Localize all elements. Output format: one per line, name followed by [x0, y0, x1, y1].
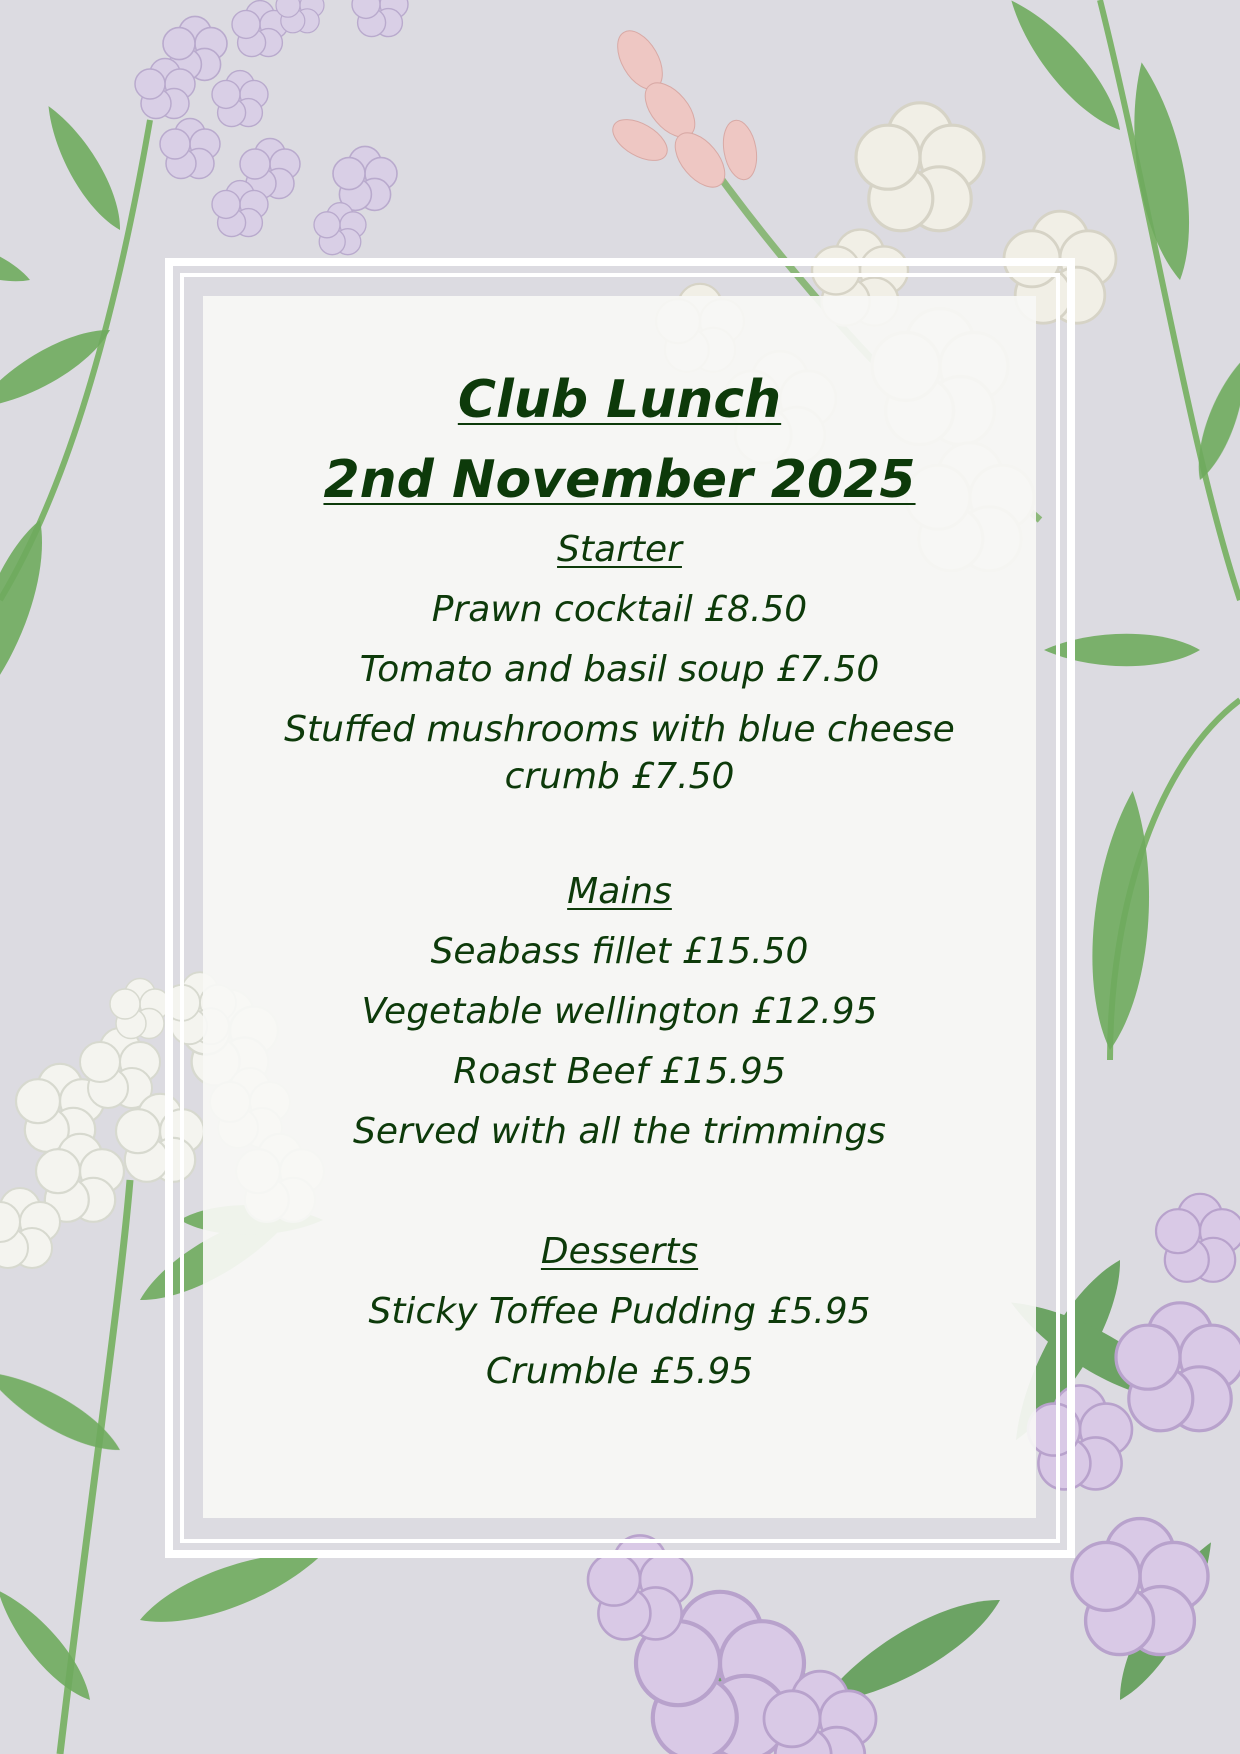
- menu-item: Crumble £5.95: [485, 1351, 754, 1392]
- menu-date: 2nd November 2025: [323, 450, 916, 510]
- menu-item: Served with all the trimmings: [353, 1111, 886, 1152]
- section-spacer: [203, 1162, 1036, 1222]
- section-heading-starter: Starter: [557, 529, 682, 570]
- section-heading-desserts: Desserts: [540, 1231, 699, 1272]
- lilac-flower-cluster: [135, 0, 408, 255]
- section-spacer: [203, 802, 1036, 862]
- menu-item: Seabass fillet £15.50: [430, 931, 809, 972]
- section-heading-mains: Mains: [567, 871, 672, 912]
- menu-content: [203, 360, 1036, 1402]
- menu-item: Tomato and basil soup £7.50: [359, 649, 880, 690]
- menu-title: Club Lunch: [457, 370, 782, 430]
- menu-item: Sticky Toffee Pudding £5.95: [368, 1291, 871, 1332]
- menu-item: Roast Beef £15.95: [453, 1051, 786, 1092]
- menu-item: Prawn cocktail £8.50: [431, 589, 808, 630]
- menu-item: Vegetable wellington £12.95: [361, 991, 878, 1032]
- menu-item: Stuffed mushrooms with blue cheese crumb £7.50: [284, 709, 955, 797]
